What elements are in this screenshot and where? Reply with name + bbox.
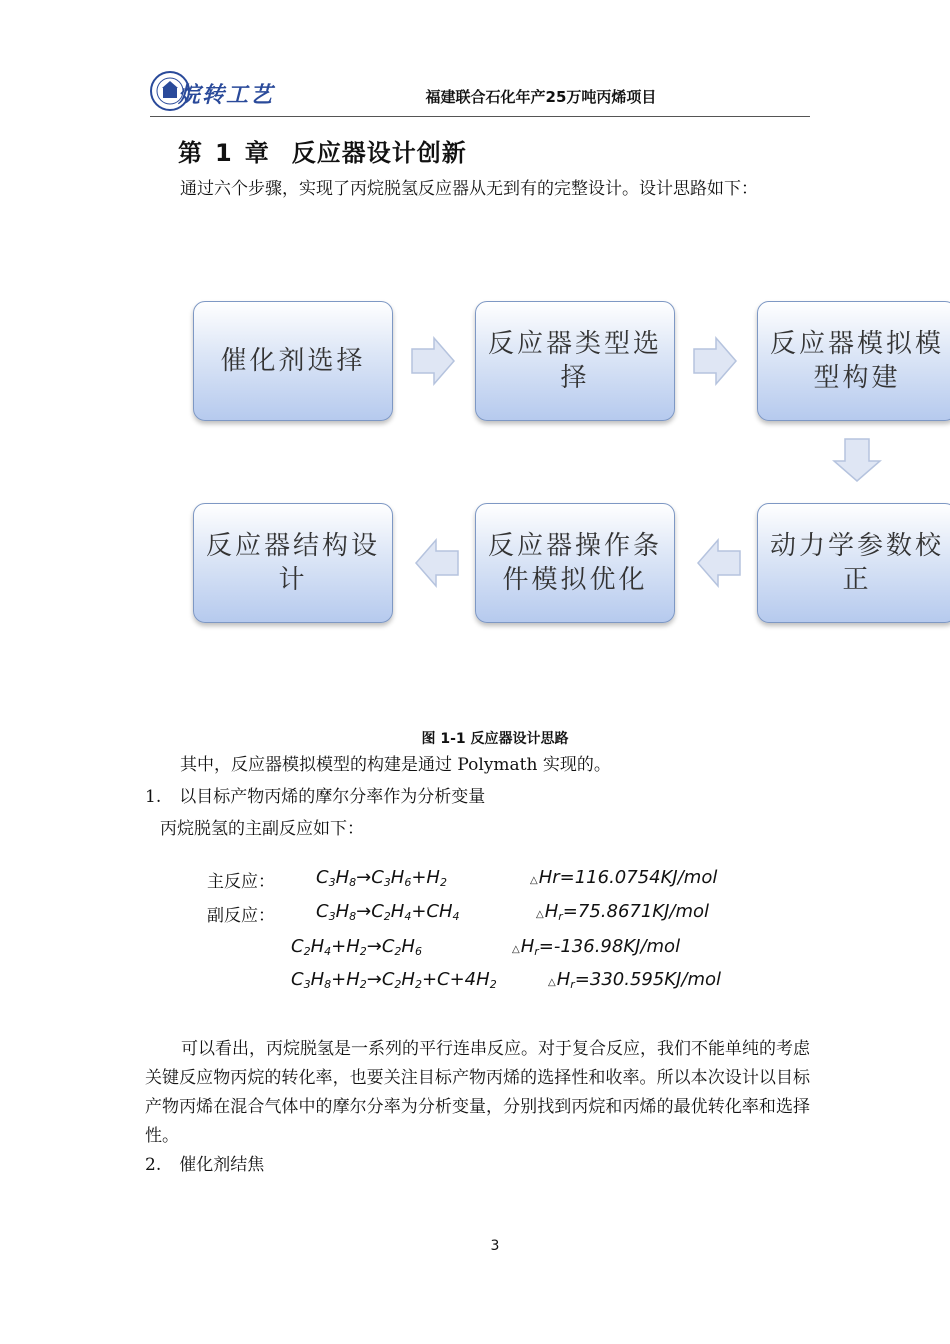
side-reaction-label: 副反应： — [207, 906, 275, 926]
flow-step-6: 反应器结构设计 — [193, 503, 393, 623]
chapter-name: 反应器设计创新 — [291, 139, 467, 167]
reaction-enthalpy: $\triangle H_r=-136.98KJ$/mol — [512, 936, 681, 958]
flow-step-5: 反应器操作条件模拟优化 — [475, 503, 675, 623]
flow-step-1: 催化剂选择 — [193, 301, 393, 421]
flow-step-2: 反应器类型选择 — [475, 301, 675, 421]
arrow-left-icon — [696, 538, 742, 588]
flow-step-3: 反应器模拟模型构建 — [757, 301, 950, 421]
figure-caption: 图 1-1 反应器设计思路 — [421, 731, 569, 747]
analysis-paragraph: 可以看出，丙烷脱氢是一系列的平行连串反应。对于复合反应，我们不能单纯的考虑关键反应物丙烷的转化率，也要关注目标产物丙烯的选择性和收率。所以本次设计以目标产物丙烯在混合气体中的摩尔分率为分析变量，分别找到丙烷和丙烯的最优转化率和选择性。 — [145, 1039, 810, 1146]
reaction-enthalpy: $\triangle H_r=75.8671KJ$/mol — [536, 901, 710, 923]
reaction-equation: $C_3H_8+H_2\to C_2H_2+C+4H_2$ — [291, 969, 497, 991]
intro-text: 通过六个步骤，实现了丙烷脱氢反应器从无到有的完整设计。设计思路如下： — [180, 179, 758, 199]
list-number: 1. — [145, 787, 162, 807]
list-item — [145, 1152, 264, 1178]
list-item — [145, 784, 485, 810]
page-number: 3 — [490, 1238, 500, 1254]
reaction-equation: $C_3H_8\to C_3H_6+H_2$ — [316, 867, 447, 889]
header-title: 福建联合石化年产25万吨丙烯项目 — [425, 88, 657, 106]
reaction-equation: $C_2H_4+H_2\to C_2H_6$ — [291, 936, 422, 958]
main-reaction-label: 主反应： — [207, 872, 275, 892]
chapter-prefix: 第 — [178, 139, 203, 167]
arrow-left-icon — [414, 538, 460, 588]
logo-text: 烷转工艺 — [178, 83, 275, 108]
list-text: 催化剂结焦 — [179, 1155, 265, 1175]
reactions-intro: 丙烷脱氢的主副反应如下： — [160, 819, 364, 839]
reaction-enthalpy: △Hr=116.0754KJ/mol — [530, 867, 718, 888]
arrow-right-icon — [692, 336, 738, 386]
arrow-down-icon — [832, 437, 882, 483]
reaction-enthalpy: $\triangle H_r=330.595KJ$/mol — [548, 969, 722, 991]
flow-step-4: 动力学参数校正 — [757, 503, 950, 623]
arrow-right-icon — [410, 336, 456, 386]
list-number: 2. — [145, 1155, 162, 1175]
chapter-number: 1 — [215, 139, 233, 167]
reaction-equation: $C_3H_8\to C_2H_4+CH_4$ — [316, 901, 460, 923]
list-text: 以目标产物丙烯的摩尔分率作为分析变量 — [179, 787, 486, 807]
polymath-text: 其中，反应器模拟模型的构建是通过 Polymath 实现的。 — [180, 755, 611, 775]
chapter-word: 章 — [244, 139, 270, 167]
